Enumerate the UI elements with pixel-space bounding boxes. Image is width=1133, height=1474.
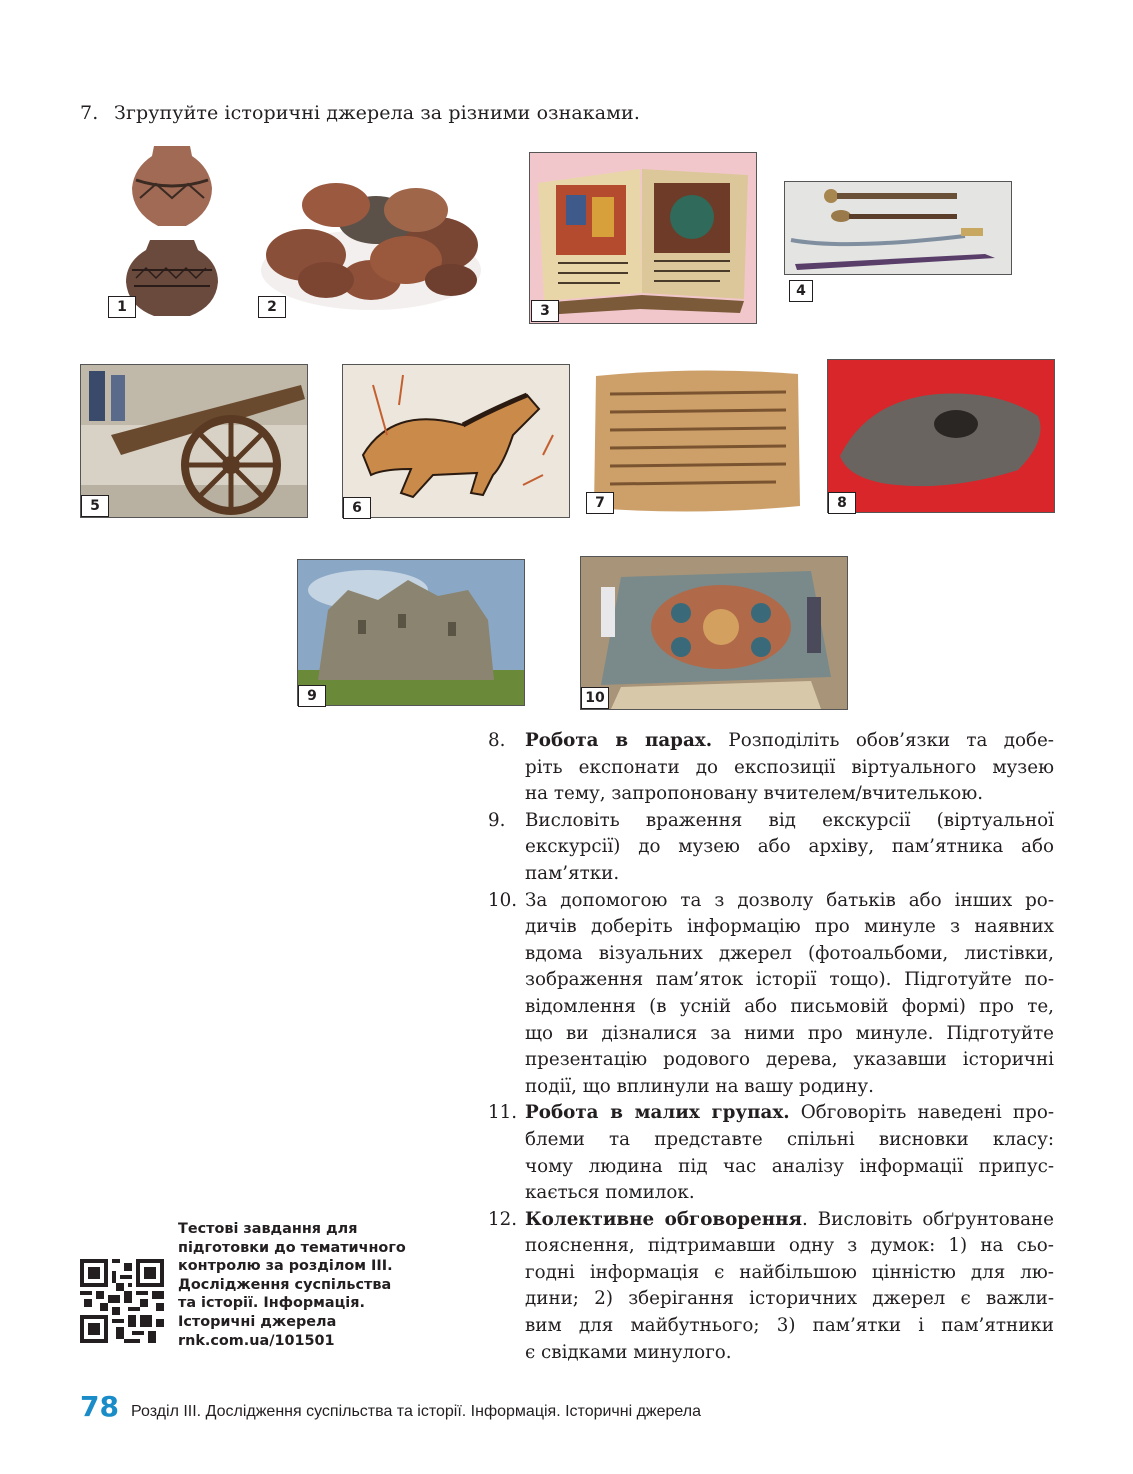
photo-stone-axe	[827, 359, 1055, 513]
task-line: пам’ятки.	[525, 862, 620, 884]
task-12: 12. Колективне обговорення. Висловіть обґрунтоване пояснення, підтримавши одну з думок: 1) на сьо- годні інформація є найбільшою цінністю для лю- дини; 2) зберігання історичних джерел є важли- вим для майбутнього; 3) пам’ятки і пам’ятники є свідками минулого.	[488, 1207, 1054, 1367]
task-number: 7.	[80, 102, 99, 124]
task-bold-lead: Робота в парах.	[525, 730, 713, 751]
task-line: кається помилок.	[525, 1182, 695, 1204]
photo-cave-horse	[342, 364, 570, 518]
task-line: Висловіть враження від екскурсії (віртуальної	[525, 809, 1054, 831]
task-line: вим для майбутнього; 3) пам’ятки і пам’ятники	[525, 1315, 1054, 1337]
photo-label: 10	[581, 687, 609, 709]
task-line: ріть експонати до експозиції віртуального музею	[525, 756, 1054, 778]
task-number: 11.	[488, 1102, 518, 1124]
task-line: дичів доберіть інформацію про минуле з наявних	[525, 916, 1054, 938]
photo-castle-ruins	[297, 559, 525, 706]
task-11: 11. Робота в малих групах. Обговоріть наведені про- блеми та представте спільні висновки класу: чому людина під час аналізу інформації припус- кається помилок.	[488, 1100, 1054, 1206]
qr-caption-line: Дослідження суспільства	[178, 1276, 392, 1293]
photo-label: 6	[343, 497, 371, 519]
task-line: годні інформація є найбільшою цінністю для лю-	[525, 1261, 1054, 1283]
photo-label: 1	[108, 296, 136, 318]
task-line: вдома візуальних джерел (фотоальбоми, листівки,	[525, 942, 1054, 964]
qr-caption-line: та історії. Інформація.	[178, 1295, 365, 1312]
photo-cannon	[80, 364, 308, 518]
task-9	[488, 808, 1054, 888]
task-bold-lead: Колективне обговорення	[525, 1208, 802, 1230]
task-line: чому людина під час аналізу інформації припус-	[525, 1155, 1054, 1177]
task-line: екскурсії) до музею або архіву, пам’ятника або	[525, 836, 1054, 858]
task-line: зображення пам’яток історії тощо). Підготуйте по-	[525, 969, 1054, 991]
task-bold-lead: Робота в малих групах.	[525, 1102, 790, 1124]
photo-pots	[106, 140, 238, 320]
task-number: 10.	[488, 889, 518, 911]
photo-label: 4	[789, 280, 813, 302]
task-number: 8.	[488, 730, 506, 751]
qr-caption	[178, 1220, 428, 1350]
qr-link[interactable]: rnk.com.ua/101501	[178, 1332, 335, 1349]
photo-label: 8	[828, 492, 856, 514]
photo-label: 7	[586, 492, 614, 514]
task-10	[488, 888, 1054, 1101]
task-line: дини; 2) зберігання історичних джерел є важли-	[525, 1288, 1054, 1310]
task-line: відомлення (в усній або письмовій формі) про те,	[525, 995, 1054, 1017]
task-line: блеми та представте спільні висновки класу:	[525, 1128, 1054, 1150]
photo-mosaic-excavation	[580, 556, 848, 710]
task-line: події, що вплинули на вашу родину.	[525, 1075, 874, 1097]
qr-caption-line: Історичні джерела	[178, 1313, 337, 1330]
photo-label: 3	[531, 300, 559, 322]
qr-caption-line: Тестові завдання для	[178, 1221, 358, 1237]
qr-caption-line: контролю за розділом ІІІ.	[178, 1258, 393, 1275]
running-footer: Розділ ІІІ. Дослідження суспільства та історії. Інформація. Історичні джерела	[131, 1403, 702, 1420]
task-line: на тему, запропоновану вчителем/вчителькою.	[525, 783, 984, 805]
task-8: 8. Робота в парах. Розподіліть обов’язки та добе- ріть експонати до експозиції віртуального музею на тему, запропоновану вчителем/вчителькою.	[488, 728, 1054, 808]
task-line: презентацію родового дерева, указавши історичні	[525, 1049, 1054, 1071]
task-line: що ви дізналися за ними про минуле. Підготуйте	[525, 1022, 1054, 1044]
page-number: 78	[80, 1390, 119, 1423]
task-7	[80, 102, 640, 124]
task-line: є свідками минулого.	[525, 1341, 732, 1363]
qr-caption-line: підготовки до тематичного	[178, 1239, 406, 1256]
task-number: 12.	[488, 1208, 518, 1230]
photo-label: 9	[298, 685, 326, 707]
task-number: 9.	[488, 809, 506, 831]
photo-coins	[256, 160, 486, 320]
task-text: Згрупуйте історичні джерела за різними ознаками.	[114, 102, 640, 124]
qr-code[interactable]	[80, 1259, 164, 1343]
photo-label: 2	[258, 296, 286, 318]
task-line: За допомогою та з дозволу батьків або інших ро-	[525, 889, 1054, 911]
task-list	[488, 728, 1054, 1366]
photo-manuscript	[529, 152, 757, 324]
photo-label: 5	[81, 495, 109, 517]
task-line: пояснення, підтримавши одну з думок: 1) на сьо-	[525, 1235, 1054, 1257]
photo-mace-sabre	[784, 181, 1012, 299]
photo-cuneiform	[586, 366, 808, 516]
